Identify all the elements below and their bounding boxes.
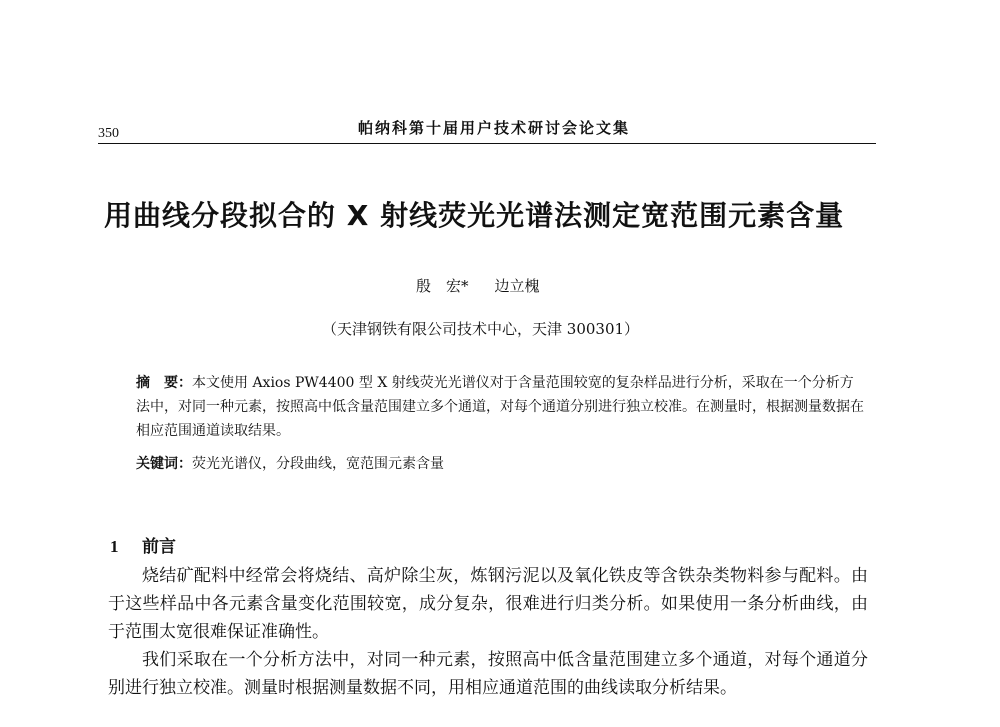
section-number: 1 — [110, 537, 119, 556]
header-rule — [98, 143, 876, 144]
author-list — [416, 275, 540, 296]
keywords — [136, 453, 866, 475]
body-paragraph-2: 我们采取在一个分析方法中，对同一种元素，按照高中低含量范围建立多个通道，对每个通道分别进行独立校准。测量时根据测量数据不同，用相应通道范围的曲线读取分析结果。 — [108, 650, 868, 698]
abstract-text: 本文使用 Axios PW4400 型 X 射线荧光光谱仪对于含量范围较宽的复杂样品进行分析，采取在一个分析方法中，对同一种元素，按照高中低含量范围建立多个通道，对每个通道分别进行独立校准。在测量时，根据测量数据在相应范围通道读取结果。 — [136, 375, 864, 439]
running-header — [98, 117, 876, 141]
journal-title: 帕纳科第十届用户技术研讨会论文集 — [358, 119, 631, 137]
keywords-label: 关键词： — [136, 456, 192, 472]
body-text — [108, 562, 868, 702]
abstract — [136, 371, 866, 443]
section-heading — [110, 532, 176, 557]
affiliation: （天津钢铁有限公司技术中心，天津 300301） — [322, 320, 640, 338]
page-number: 350 — [98, 126, 119, 141]
section-title: 前言 — [142, 537, 176, 557]
author-first: 殷 宏* — [416, 277, 469, 295]
abstract-label: 摘 要： — [136, 375, 192, 391]
keywords-text: 荧光光谱仪，分段曲线，宽范围元素含量 — [192, 456, 444, 472]
author-second: 边立槐 — [494, 277, 540, 295]
body-paragraph-1: 烧结矿配料中经常会将烧结、高炉除尘灰，炼钢污泥以及氧化铁皮等含铁杂类物料参与配料。由于这些样品中各元素含量变化范围较宽，成分复杂，很难进行归类分析。如果使用一条分析曲线，由于范围太宽很难保证准确性。 — [108, 566, 868, 642]
paper-title: 用曲线分段拟合的 X 射线荧光光谱法测定宽范围元素含量 — [104, 199, 845, 232]
